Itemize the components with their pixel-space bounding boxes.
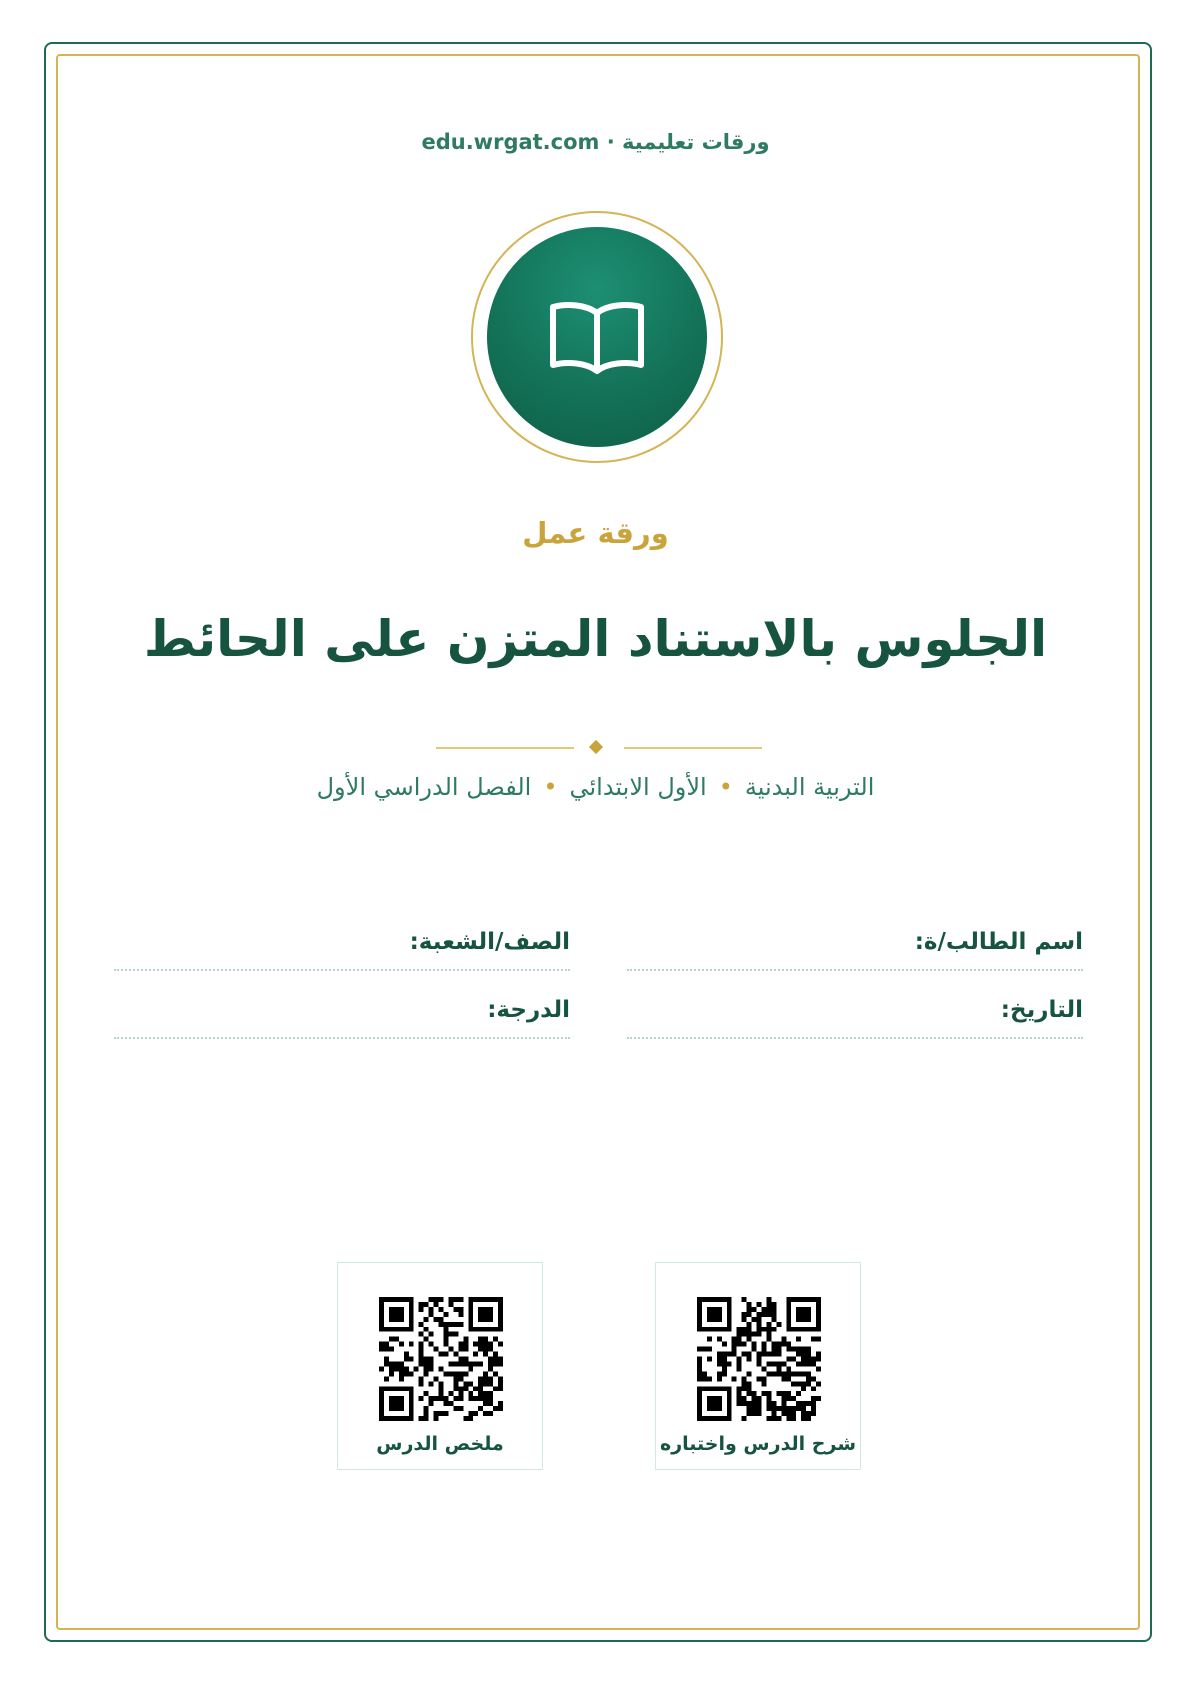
score-label: الدرجة: <box>487 997 570 1023</box>
qr-caption: شرح الدرس واختباره <box>659 1433 857 1455</box>
subject-label: التربية البدنية <box>744 773 875 801</box>
page-title: الجلوس بالاستناد المتزن على الحائط <box>143 610 1048 668</box>
class-section-label: الصف/الشعبة: <box>409 929 570 955</box>
qr-code-icon[interactable] <box>697 1297 821 1421</box>
score-field[interactable] <box>114 989 570 1039</box>
meta-separator: • <box>718 773 733 801</box>
emblem <box>487 227 707 447</box>
class-section-field[interactable] <box>114 921 570 971</box>
qr-card-lesson-explanation[interactable] <box>655 1262 861 1470</box>
term-label: الفصل الدراسي الأول <box>316 773 532 801</box>
qr-code-icon[interactable] <box>379 1297 503 1421</box>
student-name-field[interactable] <box>627 921 1083 971</box>
date-label: التاريخ: <box>1000 997 1083 1023</box>
divider-line-right <box>624 747 762 749</box>
qr-caption: ملخص الدرس <box>376 1433 504 1455</box>
worksheet-label: ورقة عمل <box>522 516 669 550</box>
qr-card-lesson-summary[interactable] <box>337 1262 543 1470</box>
open-book-icon <box>549 297 645 377</box>
date-field[interactable] <box>627 989 1083 1039</box>
divider-line-left <box>436 747 574 749</box>
meta-separator: • <box>543 773 558 801</box>
student-name-label: اسم الطالب/ة: <box>914 929 1083 955</box>
site-brand[interactable]: edu.wrgat.com · ورقات تعليمية <box>421 130 770 154</box>
grade-label: الأول الابتدائي <box>569 773 707 801</box>
course-meta <box>0 773 1191 801</box>
